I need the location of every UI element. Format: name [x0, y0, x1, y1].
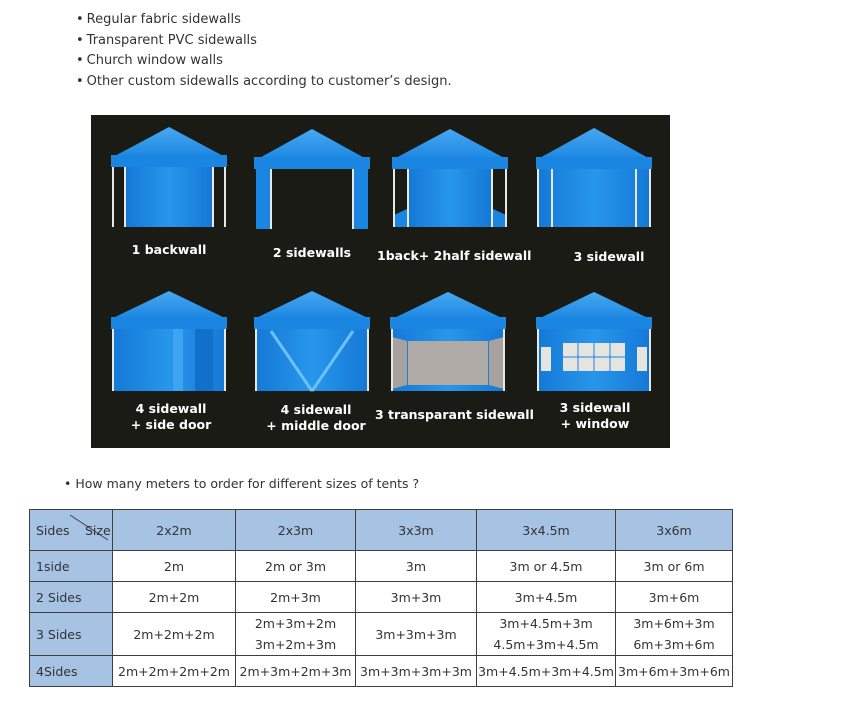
table-cell: 3m+6m+3m+6m — [616, 656, 733, 687]
cell-line: 4.5m+3m+4.5m — [493, 637, 599, 652]
table-row — [30, 613, 733, 656]
table-cell — [477, 613, 616, 656]
tent-caption: 3 transparant sidewall — [375, 407, 534, 422]
cell-line: 3m+2m+3m — [254, 637, 337, 652]
tent-options-image — [91, 115, 670, 448]
tent-2-sidewalls-icon — [254, 129, 370, 229]
tent-caption: 1 backwall — [131, 242, 207, 257]
tent-caption: 3 sidewall — [573, 249, 645, 264]
table-cell: 3m+4.5m+3m+4.5m — [477, 656, 616, 687]
table-cell: 3m+3m+3m — [356, 613, 477, 656]
table-cell: 2m+2m+2m+2m — [113, 656, 236, 687]
table-cell: 2m+3m+2m+3m — [236, 656, 356, 687]
tent-8-window-icon — [536, 292, 652, 391]
column-header: 2x2m — [113, 510, 236, 551]
row-header: 2 Sides — [30, 582, 113, 613]
list-item: • Other custom sidewalls according to customer’s design. — [76, 72, 452, 93]
corner-header — [30, 510, 113, 551]
tent-caption: 1back+ 2half sidewall — [377, 248, 532, 263]
table-header-row — [30, 510, 733, 551]
column-header: 3x3m — [356, 510, 477, 551]
tent-illustrations — [91, 115, 670, 448]
sidewall-types-list — [76, 10, 452, 93]
table-cell: 3m — [356, 551, 477, 582]
table-cell — [616, 613, 733, 656]
table-cell: 2m or 3m — [236, 551, 356, 582]
cell-line: 2m+3m+2m — [254, 616, 337, 631]
cell-line: 3m+4.5m+3m — [499, 616, 593, 631]
tent-caption: 4 sidewall + middle door — [266, 402, 366, 433]
table-cell: 3m+6m — [616, 582, 733, 613]
order-question: • How many meters to order for different sizes of tents ? — [64, 476, 420, 491]
tent-caption: 3 sidewall + window — [559, 400, 631, 431]
cell-line: 3m+6m+3m — [633, 616, 715, 631]
column-header: 3x6m — [616, 510, 733, 551]
tent-6-middle-door-icon — [254, 291, 370, 391]
column-header: 2x3m — [236, 510, 356, 551]
table-cell: 2m+3m — [236, 582, 356, 613]
table-cell: 2m+2m+2m — [113, 613, 236, 656]
table-cell: 3m+4.5m — [477, 582, 616, 613]
question-text: How many meters to order for different sizes of tents ? — [75, 476, 420, 491]
table-cell: 3m+3m+3m+3m — [356, 656, 477, 687]
row-header: 3 Sides — [30, 613, 113, 656]
meters-table — [29, 509, 733, 687]
row-header: 4Sides — [30, 656, 113, 687]
sides-label: Sides — [36, 523, 70, 538]
table-cell: 3m or 4.5m — [477, 551, 616, 582]
table-cell: 3m+3m — [356, 582, 477, 613]
cell-line: 6m+3m+6m — [633, 637, 715, 652]
tent-1-backwall-icon — [111, 127, 227, 227]
table-cell: 2m — [113, 551, 236, 582]
column-header: 3x4.5m — [477, 510, 616, 551]
list-item: • Transparent PVC sidewalls — [76, 31, 452, 52]
tent-7-transparent-icon — [390, 292, 506, 391]
table-row — [30, 656, 733, 687]
tent-3-half-sidewall-icon — [392, 129, 508, 227]
tent-5-side-door-icon — [111, 291, 227, 391]
list-item: • Church window walls — [76, 51, 452, 72]
table-cell — [236, 613, 356, 656]
table-cell: 3m or 6m — [616, 551, 733, 582]
tent-caption: 2 sidewalls — [272, 245, 352, 260]
table-cell: 2m+2m — [113, 582, 236, 613]
list-item: • Regular fabric sidewalls — [76, 10, 452, 31]
tent-4-three-sidewall-icon — [536, 128, 652, 227]
tent-caption: 4 sidewall + side door — [130, 401, 212, 432]
table-row — [30, 582, 733, 613]
table-row — [30, 551, 733, 582]
size-label: Size — [85, 523, 111, 538]
row-header: 1side — [30, 551, 113, 582]
